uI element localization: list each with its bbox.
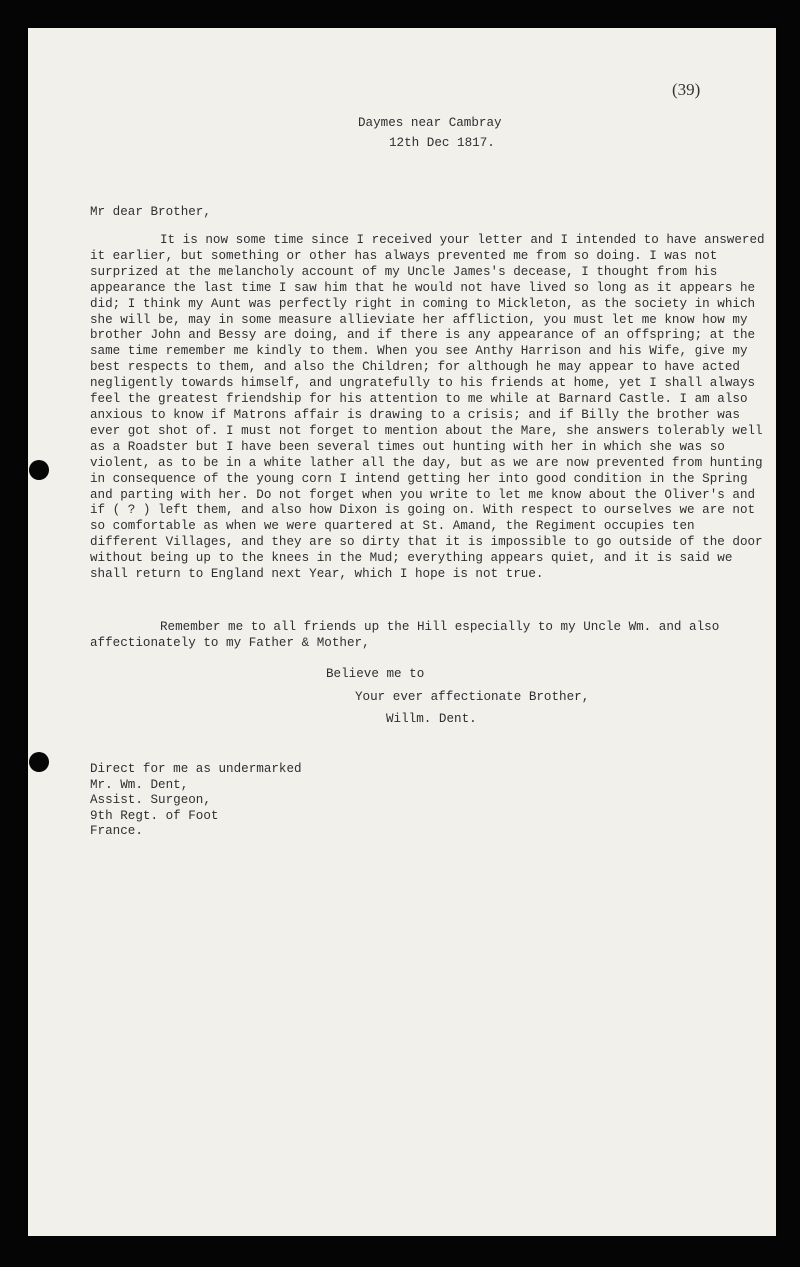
closing-line-1: Believe me to (326, 667, 425, 681)
body-paragraph-1 (90, 233, 770, 583)
body-paragraph-2 (90, 620, 770, 652)
closing-line-2: Your ever affectionate Brother, (355, 690, 590, 704)
address-line: Assist. Surgeon, (90, 793, 211, 808)
address-line: France. (90, 824, 143, 839)
page-number: (39) (672, 80, 701, 99)
address-line: Mr. Wm. Dent, (90, 777, 189, 792)
signature: Willm. Dent. (386, 712, 477, 726)
body-paragraph-1-text: It is now some time since I received your letter and I intended to have answered it earlier, but something or other has always prevented me from so doing. I was not surprized at the melancholy account of my Uncle James's decease, I thought from his appearance the last time I saw him that he would not have lived so long as it appears he did; I think my Aunt was perfectly right in coming to Mickleton, as the society in which she will be, may in some measure allieviate her affliction, you must let me know how my brother John and Bessy are doing, and if there is any appearance of an offspring; at the same time remember me kindly to them. When you see Anthy Harrison and his Wife, give my best respects to them, and also the Children; for although he may appear to have acted negligently towards himself, and ungratefully to his friends at home, yet I shall always feel the greatest friendship for his attention to me while at Barnard Castle. I am also anxious to know if Matrons affair is drawing to a crisis; and if Billy the brother was ever got shot of. I must not forget to mention about the Mare, she answers tolerably well as a Roadster but I have been several times out hunting with her in which she was so violent, as to be in a white lather all the day, but as we are now prevented from hunting in consequence of the young corn I intend getting her into good condition in the Spring and parting with her. Do not forget when you write to let me know about the Oliver's and if ( ? ) left them, and also how Dixon is going on. With respect to ourselves we are not so comfortable as when we were quartered at St. Amand, the Regiment occupies ten different Villages, and they are so dirty that it is impossible to go outside of the door without being up to the knees in the Mud; everything appears quiet, and it is said we shall return to England next Year, which I hope is not true. (90, 233, 765, 582)
punch-hole (29, 752, 49, 772)
address-line: Direct for me as undermarked (90, 762, 302, 776)
header-place: Daymes near Cambray (358, 116, 502, 130)
header-date: 12th Dec 1817. (389, 136, 495, 150)
punch-hole (29, 460, 49, 480)
salutation: Mr dear Brother, (90, 205, 211, 219)
address-block (90, 762, 302, 840)
letter-page (28, 28, 776, 1236)
body-paragraph-2-text: Remember me to all friends up the Hill especially to my Uncle Wm. and also affectionately to my Father & Mother, (90, 620, 720, 650)
address-line: 9th Regt. of Foot (90, 808, 219, 823)
